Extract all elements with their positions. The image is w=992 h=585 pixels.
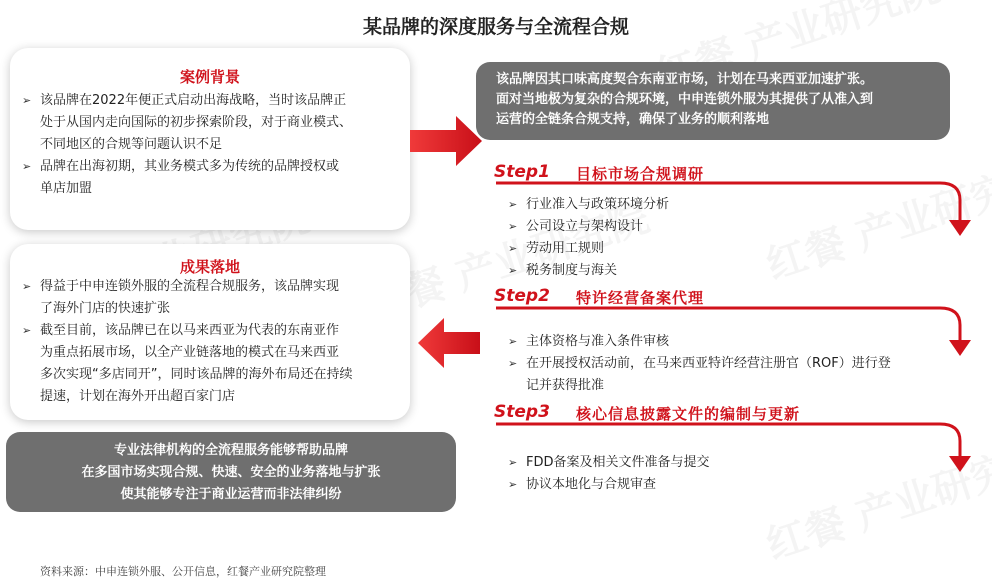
background-heading: 案例背景 (179, 68, 240, 86)
left-arrow-icon (418, 318, 480, 368)
step2-header (494, 286, 934, 310)
triangle-bullet-icon: ➢ (508, 242, 518, 255)
list-item: ➢ 在开展授权活动前，在马来西亚特许经营注册官（ROF）进行登 记并获得批准 (508, 353, 948, 397)
list-item: ➢ FDD备案及相关文件准备与提交 (508, 452, 928, 474)
triangle-bullet-icon: ➢ (508, 335, 518, 348)
step1-title: 目标市场合规调研 (576, 165, 705, 183)
source-note: 资料来源：中申连锁外服、公开信息，红餐产业研究院整理 (40, 565, 326, 578)
list-item: ➢ 协议本地化与合规审查 (508, 474, 928, 496)
background-bullet: ➢ 品牌在出海初期，其业务模式多为传统的品牌授权或 单店加盟 (22, 156, 406, 200)
triangle-bullet-icon: ➢ (22, 324, 32, 337)
step2-arrow-icon (949, 340, 971, 356)
triangle-bullet-icon: ➢ (508, 478, 518, 491)
triangle-bullet-icon: ➢ (508, 357, 518, 370)
result-bullet: ➢ 得益于中申连锁外服的全流程合规服务，该品牌实现 了海外门店的快速扩张 (22, 276, 406, 320)
summary-box: 专业法律机构的全流程服务能够帮助品牌 在多国市场实现合规、快速、安全的业务落地与扩张 使其能够专注于商业运营而非法律纠纷 (6, 432, 456, 512)
step1-arrow-icon (949, 220, 971, 236)
step3-arrow-icon (949, 456, 971, 472)
triangle-bullet-icon: ➢ (508, 456, 518, 469)
triangle-bullet-icon: ➢ (22, 160, 32, 173)
page-title: 某品牌的深度服务与全流程合规 (362, 16, 629, 38)
step3-title: 核心信息披露文件的编制与更新 (576, 405, 801, 423)
background-bullet: ➢ 该品牌在2022年便正式启动出海战略，当时该品牌正 处于从国内走向国际的初步探索阶段，对于商业模式、 不同地区的合规等问题认识不足 (22, 90, 406, 156)
step2-title: 特许经营备案代理 (576, 289, 705, 307)
step1-items (508, 194, 928, 282)
result-heading: 成果落地 (179, 258, 240, 276)
step2-items (508, 331, 948, 397)
step2-label: Step2 (494, 286, 550, 306)
triangle-bullet-icon: ➢ (508, 220, 518, 233)
step1-header (494, 162, 934, 186)
result-bullet: ➢ 截至目前，该品牌已在以马来西亚为代表的东南亚作 为重点拓展市场，以全产业链落地的模式在马来西亚 多次实现“多店同开”，同时该品牌的海外布局还在持续 提速，计划在海外开出超百家门店 (22, 320, 406, 408)
step1-label: Step1 (494, 162, 550, 182)
step3-header (494, 402, 934, 426)
triangle-bullet-icon: ➢ (508, 198, 518, 211)
list-item: ➢ 税务制度与海关 (508, 260, 928, 282)
list-item: ➢ 主体资格与准入条件审核 (508, 331, 948, 353)
list-item: ➢ 行业准入与政策环境分析 (508, 194, 928, 216)
step3-items (508, 452, 928, 496)
triangle-bullet-icon: ➢ (22, 94, 32, 107)
step3-label: Step3 (494, 402, 550, 422)
list-item: ➢ 公司设立与架构设计 (508, 216, 928, 238)
triangle-bullet-icon: ➢ (22, 280, 32, 293)
list-item: ➢ 劳动用工规则 (508, 238, 928, 260)
intro-box: 该品牌因其口味高度契合东南亚市场，计划在马来西亚加速扩张。 面对当地极为复杂的合规环境，中申连锁外服为其提供了从准入到 运营的全链条合规支持，确保了业务的顺利落地 (476, 62, 950, 140)
right-arrow-icon (410, 116, 482, 166)
triangle-bullet-icon: ➢ (508, 264, 518, 277)
